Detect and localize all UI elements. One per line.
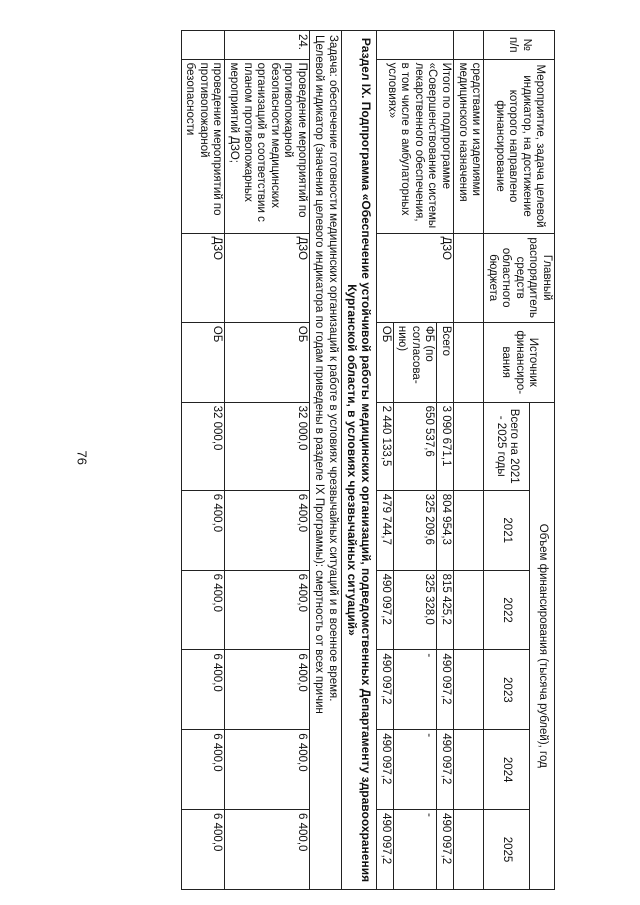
row-value: 6 400,0: [225, 650, 309, 730]
row-value: 6 400,0: [181, 730, 225, 810]
itogo-value: 490 097,2: [377, 570, 394, 650]
row-measure: Проведение мероприятий по противопожарной безопасности медицинских организаций в соответствии с планом противопожарных мероприятий ДЗО;: [225, 59, 309, 233]
itogo-value: 479 744,7: [377, 490, 394, 570]
itogo-value: 490 097,2: [437, 730, 454, 810]
itogo-source: ФБ (по согласова-нию): [393, 322, 437, 402]
row-manager: ДЗО: [181, 233, 225, 322]
header-manager: Главный распорядитель средств областного бюджета: [484, 233, 555, 322]
page-number: 76: [74, 450, 90, 465]
itogo-value: -: [393, 810, 437, 890]
itogo-total: 650 537,6: [393, 402, 437, 490]
row-manager: ДЗО: [225, 233, 309, 322]
itogo-source: ОБ: [377, 322, 394, 402]
header-num: № п/п: [484, 31, 555, 60]
row-value: 6 400,0: [225, 730, 309, 810]
itogo-row-total: [437, 31, 454, 890]
row-value: 6 400,0: [181, 810, 225, 890]
itogo-manager: ДЗО: [377, 233, 454, 322]
row-24: [225, 31, 309, 890]
itogo-value: -: [393, 730, 437, 810]
header-year: 2023: [484, 650, 530, 730]
itogo-value: 325 209,6: [393, 490, 437, 570]
task-row: [309, 31, 341, 890]
rotated-page-content: [95, 30, 555, 890]
itogo-value: 490 097,2: [377, 730, 394, 810]
task-text: [309, 31, 341, 890]
header-year: 2021: [484, 490, 530, 570]
itogo-value: 804 954,3: [437, 490, 454, 570]
row-value: 6 400,0: [181, 490, 225, 570]
row-source: ОБ: [181, 322, 225, 402]
itogo-value: 490 097,2: [377, 650, 394, 730]
financing-table: [181, 30, 555, 890]
header-year: 2025: [484, 810, 530, 890]
row-value: 6 400,0: [225, 490, 309, 570]
itogo-value: -: [393, 650, 437, 730]
row-value: 6 400,0: [225, 810, 309, 890]
continuation-row: [454, 31, 484, 890]
row-value: 6 400,0: [225, 570, 309, 650]
header-total: Всего на 2021 - 2025 годы: [484, 402, 530, 490]
itogo-value: 325 328,0: [393, 570, 437, 650]
header-measure: Мероприятие, задача целевой индикатор, на достижение которого направлено финансирование: [484, 59, 555, 233]
itogo-value: 815 425,2: [437, 570, 454, 650]
task-line: Задача: обеспечение готовности медицинских организаций к работе в условиях чрезвычайных ситуаций и в военное время.: [326, 35, 339, 702]
row-total: 32 000,0: [181, 402, 225, 490]
itogo-source: Всего: [437, 322, 454, 402]
header-source: Источник финансиро-вания: [484, 322, 555, 402]
itogo-measure: Итого по подпрограмме «Совершенствование системы лекарственного обеспечения, в том числе в амбулаторных условиях»: [377, 59, 454, 233]
target-indicator-line: Целевой индикатор (значения целевого индикатора по годам приведены в разделе IX Программы): смертность от всех причин: [313, 35, 326, 714]
row-value: 6 400,0: [181, 570, 225, 650]
row-num: 24.: [225, 31, 309, 60]
itogo-value: 490 097,2: [437, 650, 454, 730]
row-measure: проведение мероприятий по противопожарной безопасности: [181, 59, 225, 233]
row-total: 32 000,0: [225, 402, 309, 490]
row-24b: [181, 31, 225, 890]
header-volume: Объем финансирования (тысяча рублей), год: [529, 402, 554, 889]
section-title: Раздел IX. Подпрограмма «Обеспечение устойчивой работы медицинских организаций, подведомственных Департаменту здравоохранения Курганской области, в условиях чрезвычайных ситуаций»: [341, 31, 376, 890]
itogo-value: 490 097,2: [437, 810, 454, 890]
itogo-value: 490 097,2: [377, 810, 394, 890]
row-value: 6 400,0: [181, 650, 225, 730]
section-row: [341, 31, 376, 890]
itogo-total: 2 440 133,5: [377, 402, 394, 490]
itogo-total: 3 090 671,1: [437, 402, 454, 490]
header-year: 2022: [484, 570, 530, 650]
header-row-1: [529, 31, 554, 890]
header-year: 2024: [484, 730, 530, 810]
continuation-measure: средствами и изделиями медицинского назначения: [454, 59, 484, 233]
row-source: ОБ: [225, 322, 309, 402]
